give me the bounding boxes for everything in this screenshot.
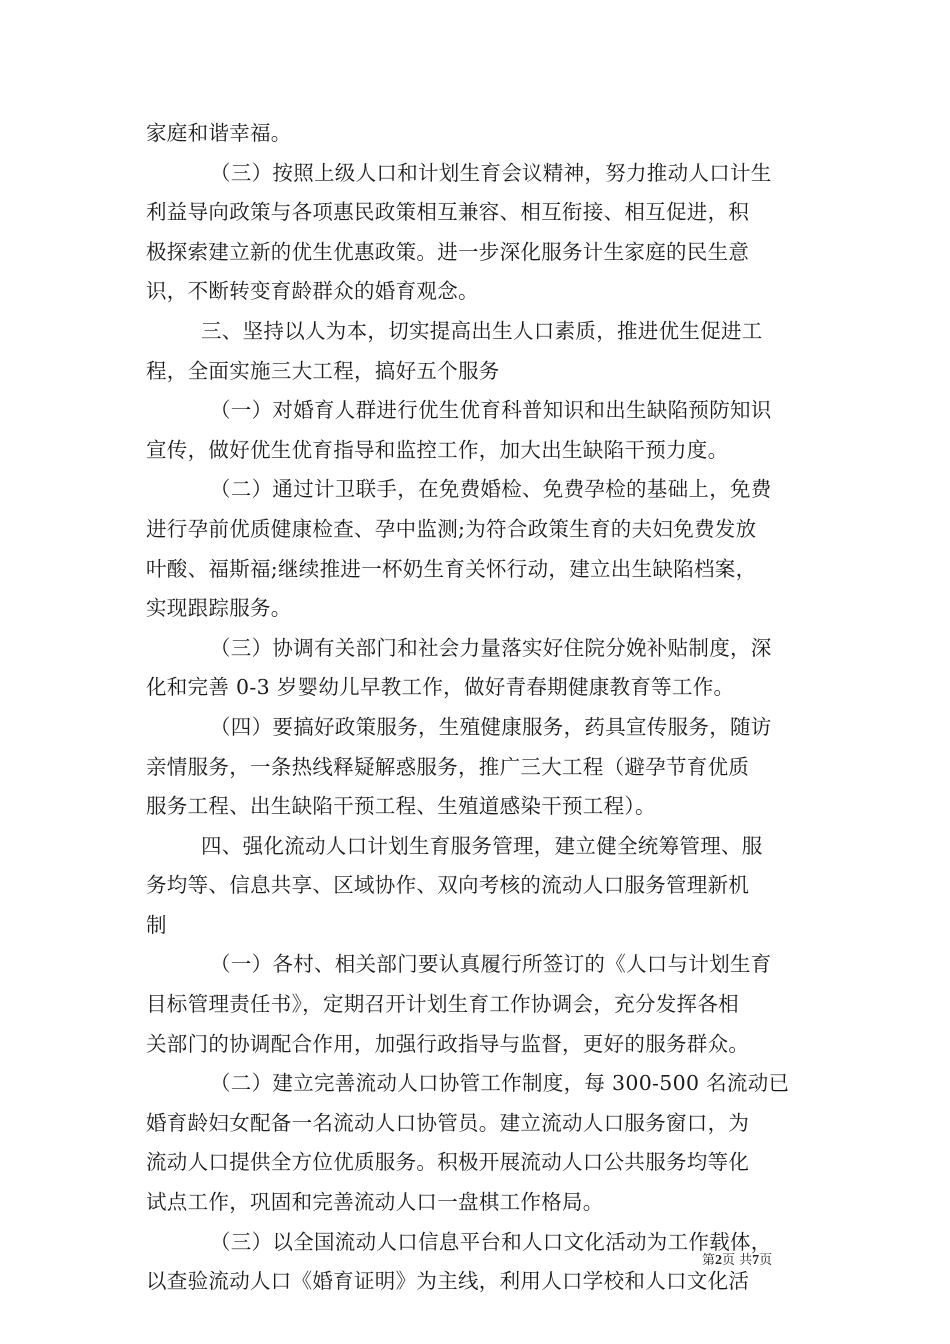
text-line: 实现跟踪服务。 xyxy=(146,596,292,621)
text-line: 化和完善 0-3 岁婴幼儿早教工作，做好青春期健康教育等工作。 xyxy=(146,675,735,700)
text-line: 极探索建立新的优生优惠政策。进一步深化服务计生家庭的民生意 xyxy=(146,239,750,264)
page-number-footer xyxy=(702,1249,772,1269)
text-line: （一）各村、相关部门要认真履行所签订的《人口与计划生育 xyxy=(210,952,772,977)
footer-suffix: 页 xyxy=(759,1253,773,1268)
text-line: 利益导向政策与各项惠民政策相互兼容、相互衔接、相互促进，积 xyxy=(146,200,750,225)
total-pages-number: 7 xyxy=(752,1253,760,1268)
text-line: 目标管理责任书》，定期召开计划生育工作协调会，充分发挥各相 xyxy=(146,992,739,1017)
section-heading-line: 务均等、信息共享、区域协作、双向考核的流动人口服务管理新机 xyxy=(146,873,750,898)
footer-prefix: 第 xyxy=(702,1253,716,1268)
text-line: （三）协调有关部门和社会力量落实好住院分娩补贴制度，深 xyxy=(210,635,772,660)
text-line: 试点工作，巩固和完善流动人口一盘棋工作格局。 xyxy=(146,1190,604,1215)
text-line: 婚育龄妇女配备一名流动人口协管员。建立流动人口服务窗口，为 xyxy=(146,1110,750,1135)
text-line: （四）要搞好政策服务，生殖健康服务，药具宣传服务，随访 xyxy=(210,714,772,739)
text-line: 家庭和谐幸福。 xyxy=(146,121,292,145)
text-line: （三）按照上级人口和计划生育会议精神，努力推动人口计生 xyxy=(210,160,772,185)
document-body xyxy=(146,114,806,1302)
text-line: 进行孕前优质健康检查、孕中监测;为符合政策生育的夫妇免费发放 xyxy=(146,516,757,541)
section-heading-line: 三、坚持以人为本，切实提高出生人口素质，推进优生促进工 xyxy=(201,318,763,343)
section-heading-line: 四、强化流动人口计划生育服务管理，建立健全统筹管理、服 xyxy=(201,833,763,858)
text-line: （一）对婚育人群进行优生优育科普知识和出生缺陷预防知识 xyxy=(210,398,772,423)
text-line: 以查验流动人口《婚育证明》为主线，利用人口学校和人口文化活 xyxy=(146,1269,750,1294)
text-line: （三）以全国流动人口信息平台和人口文化活动为工作载体， xyxy=(210,1229,772,1254)
text-line: 叶酸、福斯福;继续推进一杯奶生育关怀行动，建立出生缺陷档案， xyxy=(146,556,757,581)
footer-middle: 页 共 xyxy=(722,1253,753,1268)
text-line: 亲情服务，一条热线释疑解惑服务，推广三大工程（避孕节育优质 xyxy=(146,754,750,779)
section-heading-line: 程，全面实施三大工程，搞好五个服务 xyxy=(146,358,500,383)
text-line: （二）通过计卫联手，在免费婚检、免费孕检的基础上，免费 xyxy=(210,477,772,502)
text-line: 关部门的协调配合作用，加强行政指导与监督，更好的服务群众。 xyxy=(146,1031,750,1056)
text-line: 宣传，做好优生优育指导和监控工作，加大出生缺陷干预力度。 xyxy=(146,437,729,462)
text-line: 服务工程、出生缺陷干预工程、生殖道感染干预工程）。 xyxy=(146,794,656,819)
text-line: 识，不断转变育龄群众的婚育观念。 xyxy=(146,279,479,304)
section-heading-line: 制 xyxy=(146,912,167,937)
current-page-number: 2 xyxy=(715,1253,723,1268)
text-line: （二）建立完善流动人口协管工作制度，每 300-500 名流动已 xyxy=(210,1071,790,1096)
text-line: 流动人口提供全方位优质服务。积极开展流动人口公共服务均等化 xyxy=(146,1150,750,1175)
